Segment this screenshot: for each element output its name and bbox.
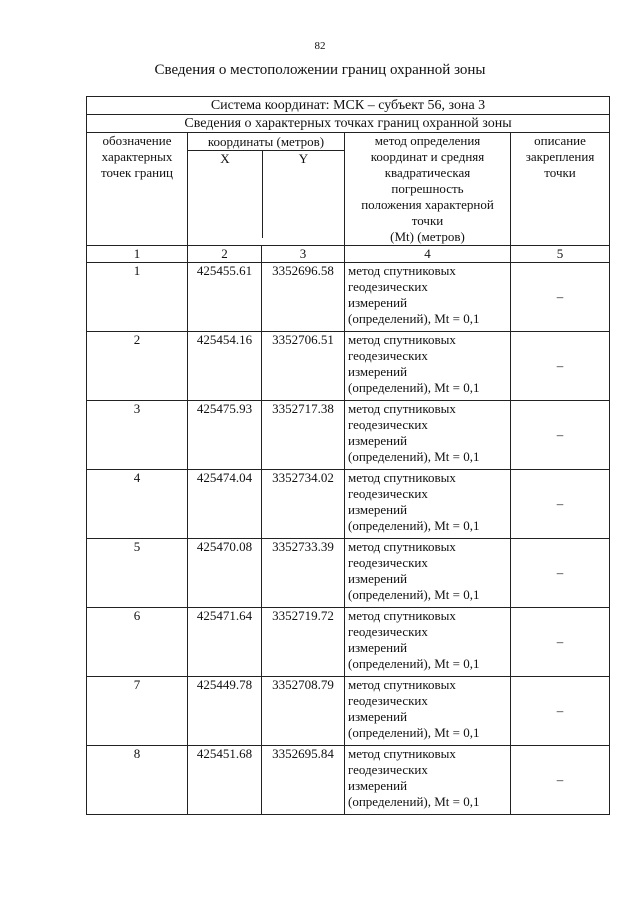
method-line: метод спутниковых xyxy=(348,746,456,761)
method-line: геодезических xyxy=(348,762,428,777)
method-line: (определений), Mt = 0,1 xyxy=(348,656,480,671)
method-line: метод спутниковых xyxy=(348,401,456,416)
table-row xyxy=(87,608,610,677)
x-coordinate-cell: 425474.04 xyxy=(188,470,262,539)
method-line: (определений), Mt = 0,1 xyxy=(348,794,480,809)
table-row xyxy=(87,539,610,608)
fixing-description-cell: – xyxy=(511,608,610,677)
fixing-description-cell: – xyxy=(511,263,610,332)
y-coordinate-cell: 3352719.72 xyxy=(262,608,345,677)
document-title: Сведения о местоположении границ охранной зоны xyxy=(154,62,486,78)
x-coordinate-cell: 425475.93 xyxy=(188,401,262,470)
method-line: измерений xyxy=(348,502,408,517)
method-line: (определений), Mt = 0,1 xyxy=(348,449,480,464)
method-line: метод спутниковых xyxy=(348,332,456,347)
method-line: геодезических xyxy=(348,279,428,294)
header-point-designation: обозначение характерных точек границ xyxy=(87,133,188,246)
x-coordinate-cell: 425470.08 xyxy=(188,539,262,608)
x-coordinate-cell: 425449.78 xyxy=(188,677,262,746)
point-number-cell: 2 xyxy=(87,332,188,401)
column-number: 2 xyxy=(188,246,262,263)
header-y: Y xyxy=(298,151,309,166)
method-cell xyxy=(345,470,511,539)
method-cell xyxy=(345,263,511,332)
header-coordinates-label: координаты (метров) xyxy=(207,134,325,149)
method-line: (определений), Mt = 0,1 xyxy=(348,311,480,326)
point-number-cell: 6 xyxy=(87,608,188,677)
method-line: (определений), Mt = 0,1 xyxy=(348,380,480,395)
column-numbers-row xyxy=(87,246,610,263)
point-number-cell: 8 xyxy=(87,746,188,815)
table-row xyxy=(87,332,610,401)
header-x: X xyxy=(188,151,263,238)
boundary-points-table xyxy=(86,96,610,815)
column-number: 3 xyxy=(262,246,345,263)
method-line: (определений), Mt = 0,1 xyxy=(348,518,480,533)
y-coordinate-cell: 3352734.02 xyxy=(262,470,345,539)
column-number: 1 xyxy=(87,246,188,263)
y-coordinate-cell: 3352696.58 xyxy=(262,263,345,332)
method-line: измерений xyxy=(348,364,408,379)
method-line: (определений), Mt = 0,1 xyxy=(348,587,480,602)
fixing-description-cell: – xyxy=(511,539,610,608)
point-number-cell: 3 xyxy=(87,401,188,470)
y-coordinate-cell: 3352706.51 xyxy=(262,332,345,401)
method-cell xyxy=(345,746,511,815)
x-coordinate-cell: 425455.61 xyxy=(188,263,262,332)
y-coordinate-cell: 3352695.84 xyxy=(262,746,345,815)
column-number: 5 xyxy=(511,246,610,263)
table-row xyxy=(87,677,610,746)
table-row xyxy=(87,470,610,539)
method-line: геодезических xyxy=(348,348,428,363)
fixing-description-cell: – xyxy=(511,746,610,815)
method-cell xyxy=(345,608,511,677)
method-line: геодезических xyxy=(348,555,428,570)
fixing-description-cell: – xyxy=(511,470,610,539)
method-line: измерений xyxy=(348,709,408,724)
method-line: метод спутниковых xyxy=(348,470,456,485)
fixing-description-cell: – xyxy=(511,401,610,470)
method-line: измерений xyxy=(348,640,408,655)
x-coordinate-cell: 425454.16 xyxy=(188,332,262,401)
method-line: метод спутниковых xyxy=(348,539,456,554)
method-line: метод спутниковых xyxy=(348,263,456,278)
method-line: метод спутниковых xyxy=(348,677,456,692)
method-cell xyxy=(345,401,511,470)
x-coordinate-cell: 425471.64 xyxy=(188,608,262,677)
method-cell xyxy=(345,677,511,746)
x-coordinate-cell: 425451.68 xyxy=(188,746,262,815)
method-line: измерений xyxy=(348,778,408,793)
coordinate-system-row: Система координат: МСК – субъект 56, зона 3 xyxy=(87,97,610,115)
header-method: метод определения координат и средняя квадратическая погрешность положения характерной точки (Mt) (метров) xyxy=(345,133,511,246)
method-line: геодезических xyxy=(348,624,428,639)
point-number-cell: 1 xyxy=(87,263,188,332)
point-number-cell: 4 xyxy=(87,470,188,539)
method-line: метод спутниковых xyxy=(348,608,456,623)
point-number-cell: 5 xyxy=(87,539,188,608)
column-number: 4 xyxy=(345,246,511,263)
header-fixing-description: описание закрепления точки xyxy=(511,133,610,246)
header-coordinates-group xyxy=(188,133,345,246)
method-line: (определений), Mt = 0,1 xyxy=(348,725,480,740)
point-number-cell: 7 xyxy=(87,677,188,746)
y-coordinate-cell: 3352733.39 xyxy=(262,539,345,608)
y-coordinate-cell: 3352708.79 xyxy=(262,677,345,746)
method-cell xyxy=(345,539,511,608)
method-cell xyxy=(345,332,511,401)
section-title-row: Сведения о характерных точках границ охранной зоны xyxy=(87,115,610,133)
y-coordinate-cell: 3352717.38 xyxy=(262,401,345,470)
method-line: геодезических xyxy=(348,693,428,708)
fixing-description-cell: – xyxy=(511,332,610,401)
method-line: измерений xyxy=(348,433,408,448)
method-line: измерений xyxy=(348,571,408,586)
table-row xyxy=(87,401,610,470)
fixing-description-cell: – xyxy=(511,677,610,746)
method-line: измерений xyxy=(348,295,408,310)
method-line: геодезических xyxy=(348,486,428,501)
method-line: геодезических xyxy=(348,417,428,432)
page-number: 82 xyxy=(314,40,326,52)
table-row xyxy=(87,746,610,815)
table-row xyxy=(87,263,610,332)
